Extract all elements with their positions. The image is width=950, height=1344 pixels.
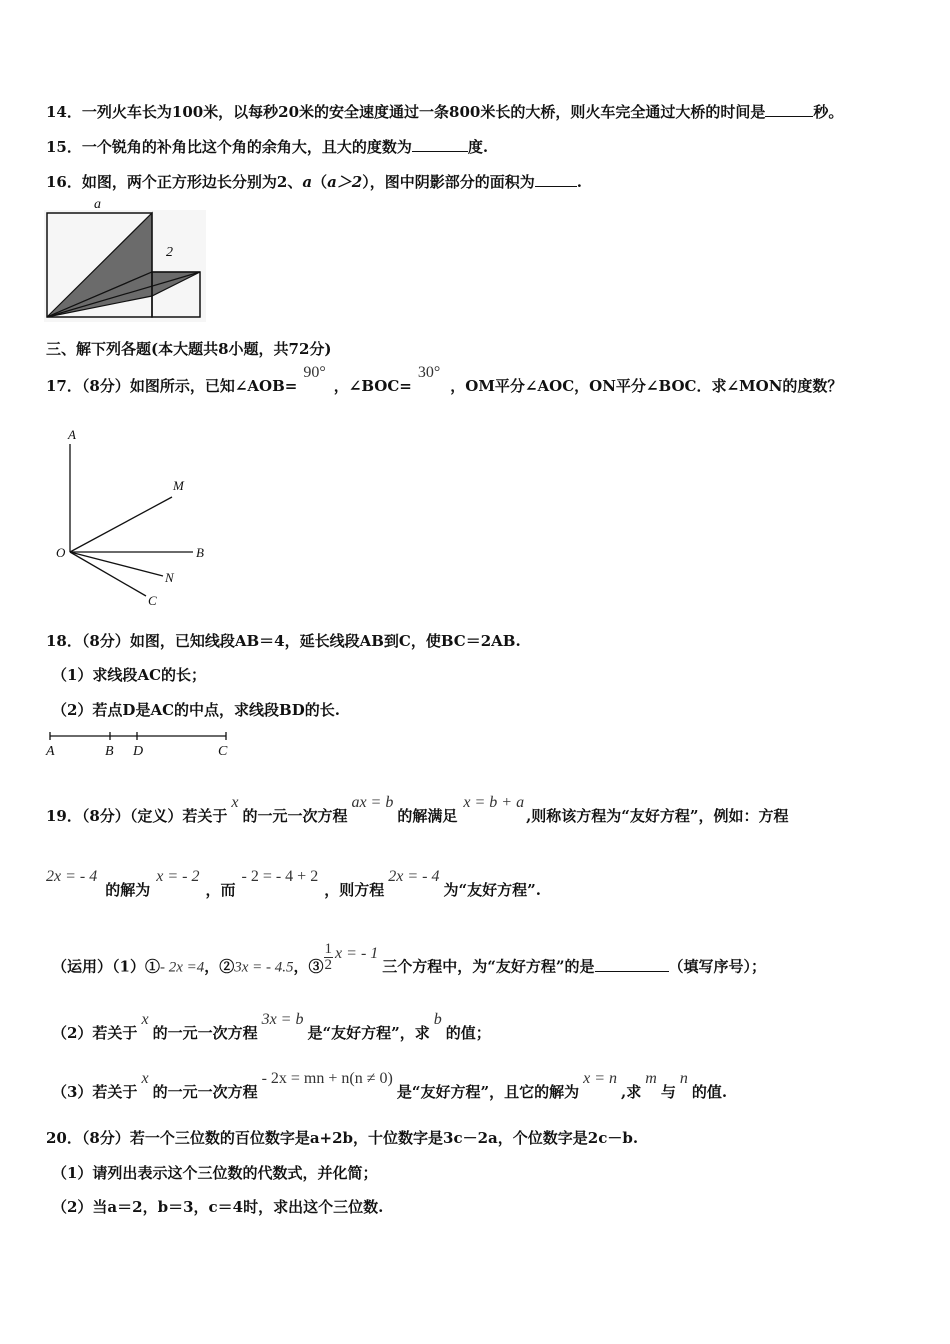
label-O: O xyxy=(56,545,66,560)
two-squares-figure xyxy=(40,196,210,326)
answer-blank-14[interactable] xyxy=(765,102,813,117)
question-18-part-1: （1）求线段AC的长； xyxy=(52,666,207,684)
angle-boc-value: 30° xyxy=(417,364,441,381)
question-19-example: 2x = - 4的解为x = - 2，而- 2 = - 4 + 2，则方程2x = - 4为“友好方程”. xyxy=(46,868,541,899)
question-20-part-1: （1）请列出表示这个三位数的代数式，并化简； xyxy=(52,1164,378,1182)
section-3-heading: 三、解下列各题(本大题共8小题，共72分) xyxy=(46,340,332,358)
ray-om xyxy=(70,497,172,552)
label-B: B xyxy=(196,545,204,560)
answer-blank-16[interactable] xyxy=(535,172,577,187)
label-C: C xyxy=(148,593,157,608)
answer-blank-19[interactable] xyxy=(595,957,669,972)
question-19-part-2: （2）若关于x的一元一次方程3x = b是“友好方程”，求b的值； xyxy=(52,1011,491,1042)
label-C: C xyxy=(218,744,228,759)
angle-figure xyxy=(50,424,220,609)
label-B: B xyxy=(105,744,114,759)
label-A: A xyxy=(68,427,76,442)
question-19-part-1: （运用）（1）①- 2x =4，②3x = - 4.5，③ $\frac{1}{2}$ x = - 1三个方程中，为“友好方程”的是 （填写序号）； xyxy=(52,941,767,976)
label-M: M xyxy=(173,478,184,493)
label-a: a xyxy=(94,197,101,212)
question-18: 18．（8分）如图，已知线段AB＝4，延长线段AB到C，使BC＝2AB. xyxy=(46,632,521,650)
question-18-part-2: （2）若点D是AC的中点，求线段BD的长. xyxy=(52,701,340,719)
label-2: 2 xyxy=(166,245,173,260)
answer-blank-15[interactable] xyxy=(412,137,468,152)
fraction-one-half: $\frac{1}{2}$ xyxy=(324,941,333,973)
label-A: A xyxy=(46,744,55,759)
question-15: 15．一个锐角的补角比这个角的余角大，且大的度数为 度. xyxy=(46,138,489,156)
ray-oc xyxy=(70,552,146,596)
ray-on xyxy=(70,552,163,576)
segment-figure xyxy=(44,728,240,760)
label-D: D xyxy=(133,744,144,759)
question-16: 16．如图，两个正方形边长分别为2、a（a＞2），图中阴影部分的面积为 . xyxy=(46,173,583,191)
label-N: N xyxy=(165,570,174,585)
question-14: 14．一列火车长为100米，以每秒20米的安全速度通过一条800米长的大桥，则火车完全通过大桥的时间是 秒。 xyxy=(46,103,844,121)
question-19: 19．（8分）（定义）若关于x的一元一次方程ax = b的解满足x = b + a,则称该方程为“友好方程”，例如：方程 xyxy=(46,794,789,825)
angle-aob-value: 90° xyxy=(303,364,326,381)
question-19-part-3: （3）若关于x的一元一次方程- 2x = mn + n(n ≠ 0)是“友好方程”，且它的解为x = n,求m与n的值. xyxy=(52,1070,728,1101)
question-20-part-2: （2）当a＝2，b＝3，c＝4时，求出这个三位数. xyxy=(52,1198,384,1216)
question-20: 20．（8分）若一个三位数的百位数字是a+2b，十位数字是3c－2a，个位数字是2c－b. xyxy=(46,1129,639,1147)
question-17: 17．（8分）如图所示，已知∠AOB=90°，∠BOC=30°，OM平分∠AOC，ON平分∠BOC．求∠MON的度数？ xyxy=(46,364,843,395)
